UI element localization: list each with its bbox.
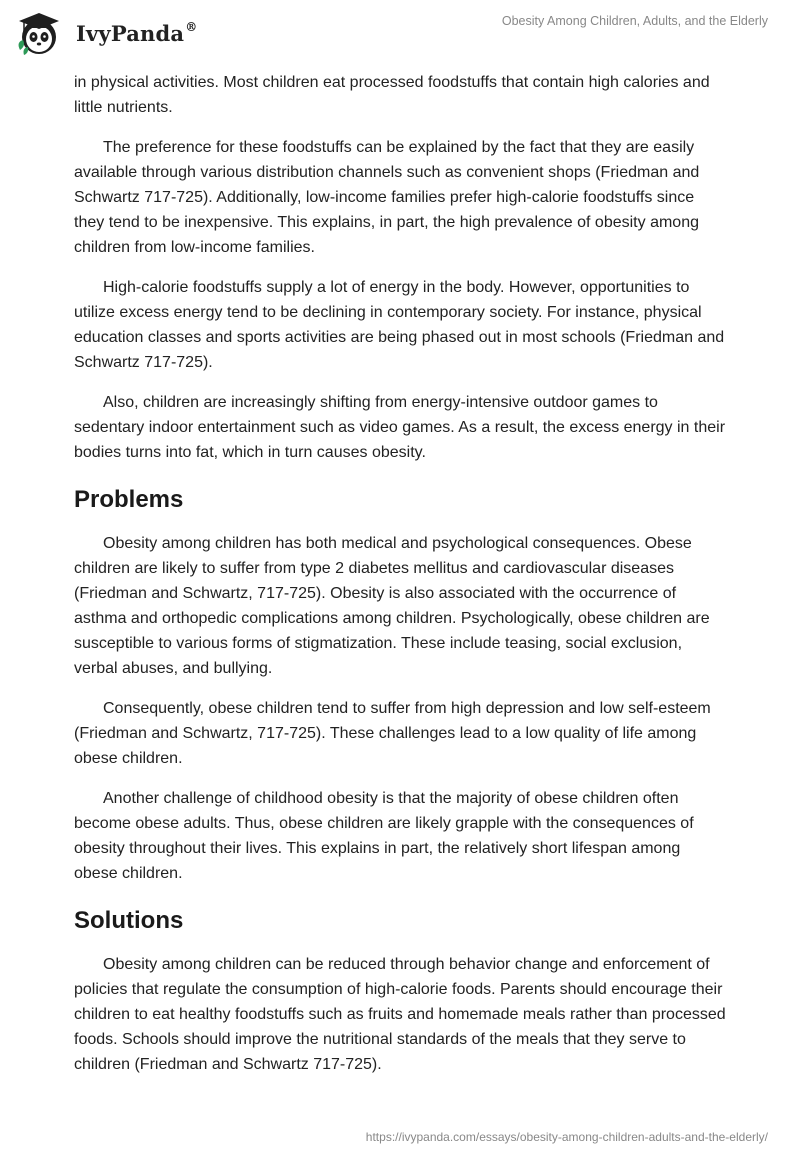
panda-logo-icon	[14, 8, 64, 58]
essay-content	[74, 70, 726, 1092]
source-url[interactable]: https://ivypanda.com/essays/obesity-among-children-adults-and-the-elderly/	[365, 1130, 768, 1144]
ivypanda-logo[interactable]	[14, 8, 197, 58]
section-heading-problems: Problems	[74, 486, 184, 513]
document-title: Obesity Among Children, Adults, and the Elderly	[501, 14, 768, 28]
paragraph: Obesity among children has both medical and psychological consequences. Obese children are likely to suffer from type 2 diabetes mellitus and cardiovascular diseases (Friedman and Schwartz, 717-725). Obesity is also associated with the occurrence of asthma and orthopedic complications among children. Psychologically, obese children are susceptible to various forms of stigmatization. These include teasing, social exclusion, verbal abuses, and bullying.	[74, 535, 710, 677]
paragraph: High-calorie foodstuffs supply a lot of energy in the body. However, opportunities to utilize excess energy tend to be declining in contemporary society. For instance, physical education classes and sports activities are being phased out in most schools (Friedman and Schwartz 717-725).	[74, 279, 725, 371]
paragraph: The preference for these foodstuffs can be explained by the fact that they are easily available through various distribution channels such as convenient shops (Friedman and Schwartz 717-725). Additionally, low-income families prefer high-calorie foodstuffs since they tend to be inexpensive. This explains, in part, the high prevalence of obesity among children from low-income families.	[74, 139, 700, 256]
paragraph: Obesity among children can be reduced through behavior change and enforcement of policies that regulate the consumption of high-calorie foods. Parents should encourage their children to eat healthy foodstuffs such as fruits and homemade meals rather than processed foods. Schools should improve the nutritional standards of the meals that they serve to children (Friedman and Schwartz 717-725).	[74, 956, 726, 1073]
paragraph: Also, children are increasingly shifting from energy-intensive outdoor games to sedentary indoor entertainment such as video games. As a result, the excess energy in their bodies turns into fat, which in turn causes obesity.	[74, 394, 726, 461]
paragraph: Consequently, obese children tend to suffer from high depression and low self-esteem (Friedman and Schwartz, 717-725). These challenges lead to a low quality of life among obese children.	[74, 700, 711, 767]
paragraph: Another challenge of childhood obesity is that the majority of obese children often become obese adults. Thus, obese children are likely grapple with the consequences of obesity throughout their lives. This explains in part, the relatively short lifespan among obese children.	[74, 790, 694, 882]
section-heading-solutions: Solutions	[74, 907, 184, 934]
brand-name: IvyPanda®	[76, 19, 198, 46]
page-header	[0, 0, 800, 64]
paragraph: in physical activities. Most children eat processed foodstuffs that contain high calories and little nutrients.	[74, 74, 710, 116]
